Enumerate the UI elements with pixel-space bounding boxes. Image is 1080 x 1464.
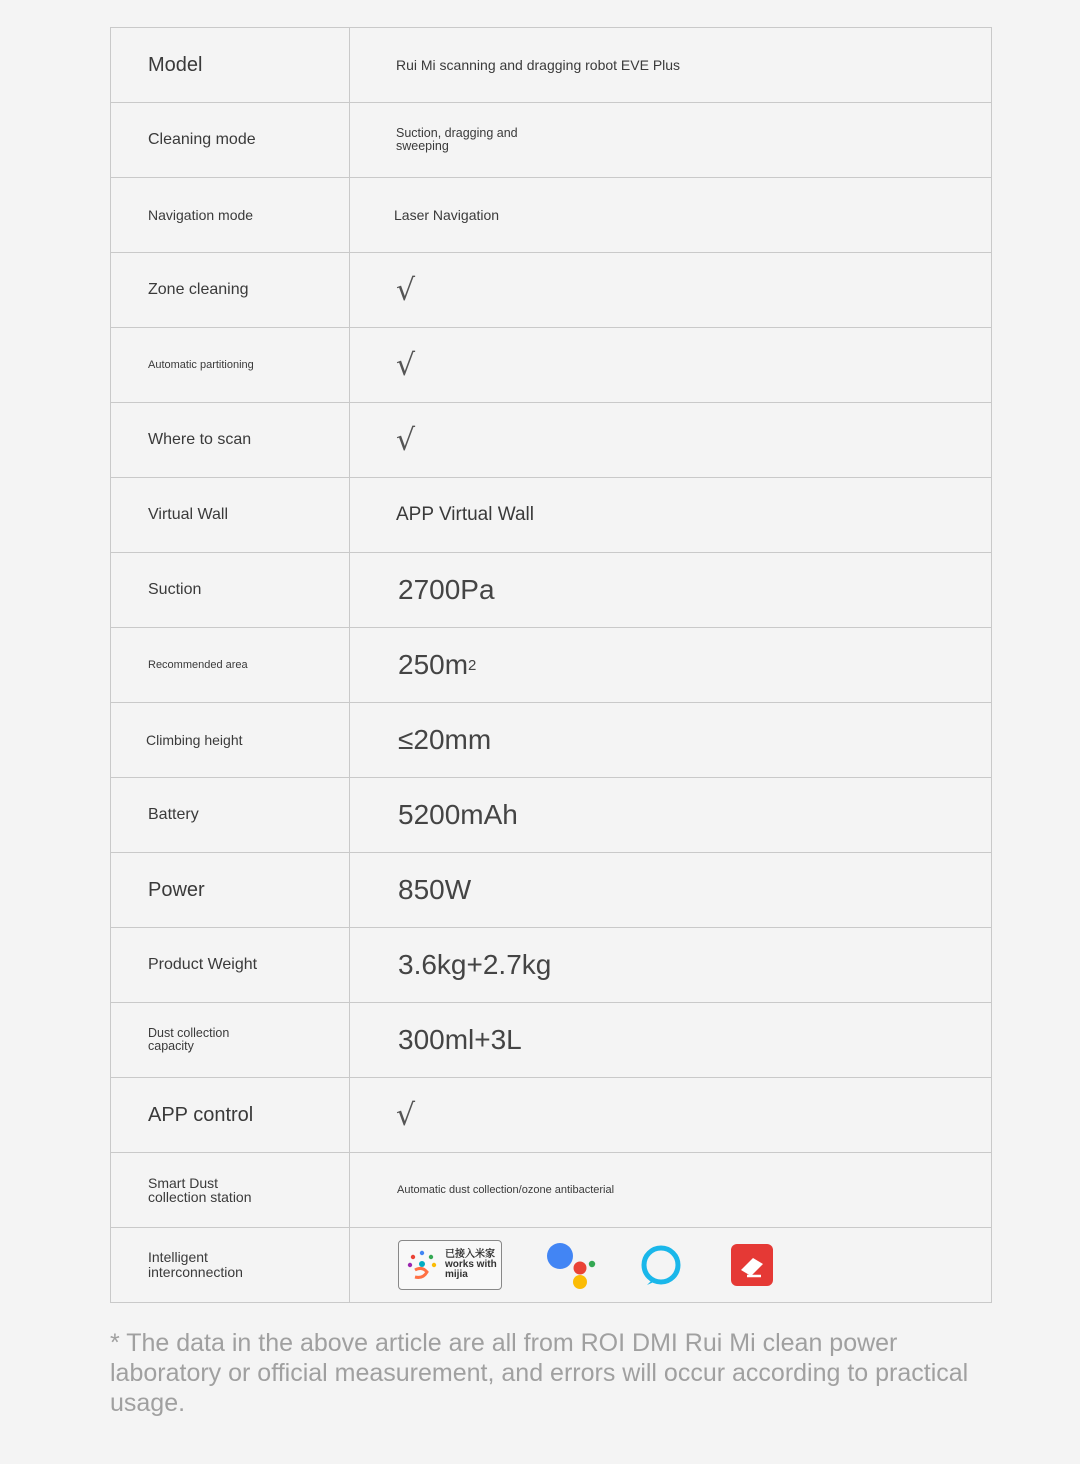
row-value [350, 628, 991, 702]
table-row [111, 853, 991, 928]
table-row [111, 628, 991, 703]
table-row [111, 1153, 991, 1228]
row-value: Automatic dust collection/ozone antibacterial [397, 1184, 615, 1196]
table-row [111, 178, 991, 253]
row-value: 300ml+3L [398, 1024, 522, 1055]
mijia-text-cn: 已接入米家 [445, 1249, 495, 1260]
table-row [111, 328, 991, 403]
table-row [111, 1228, 991, 1303]
checkmark-icon: √ [396, 1097, 416, 1133]
row-label: Intelligent interconnection [148, 1249, 243, 1280]
table-row [111, 103, 991, 178]
row-label: Cleaning mode [111, 103, 350, 177]
row-value-text: 250m [398, 649, 469, 680]
row-label: Automatic partitioning [111, 328, 350, 402]
row-value: 850W [398, 874, 472, 905]
row-value: APP Virtual Wall [396, 504, 534, 525]
table-row [111, 778, 991, 853]
row-value: 2700Pa [398, 574, 495, 605]
checkmark-icon: √ [396, 347, 416, 383]
table-row [111, 928, 991, 1003]
spec-table [110, 27, 992, 1303]
row-label: Power [111, 853, 350, 927]
table-row [111, 703, 991, 778]
row-label: Navigation mode [111, 178, 350, 252]
table-row [111, 553, 991, 628]
row-label: Recommended area [111, 628, 350, 702]
xiaoai-icon [730, 1244, 774, 1286]
google-assistant-icon [542, 1240, 602, 1290]
checkmark-icon: √ [396, 272, 416, 308]
row-value: ≤20mm [398, 724, 492, 755]
checkmark-icon: √ [396, 422, 416, 458]
table-row [111, 1003, 991, 1078]
row-label: Virtual Wall [111, 478, 350, 552]
mijia-text-en: works with [445, 1259, 497, 1270]
mijia-icon [398, 1240, 502, 1290]
row-label: APP control [111, 1078, 350, 1152]
row-value: Laser Navigation [394, 207, 500, 223]
table-row [111, 403, 991, 478]
row-label: Climbing height [111, 703, 350, 777]
row-value: Rui Mi scanning and dragging robot EVE Plus [396, 57, 681, 73]
alexa-icon [636, 1243, 686, 1287]
row-value: Suction, dragging and sweeping [396, 126, 518, 153]
mijia-logo-icon [405, 1248, 439, 1282]
row-label: Suction [111, 553, 350, 627]
row-value-superscript: 2 [468, 656, 477, 674]
table-row [111, 28, 991, 103]
table-row [111, 478, 991, 553]
row-label: Model [111, 28, 350, 102]
row-label: Smart Dust collection station [148, 1175, 252, 1205]
row-label: Product Weight [111, 928, 350, 1002]
table-row [111, 1078, 991, 1153]
row-value: 5200mAh [398, 799, 518, 830]
row-value: 3.6kg+2.7kg [398, 949, 552, 980]
mijia-brand: mijia [445, 1269, 468, 1280]
row-label: Zone cleaning [111, 253, 350, 327]
footnote: * The data in the above article are all from ROI DMI Rui Mi clean power laboratory or official measurement, and errors will occur according to practical usage. [110, 1329, 969, 1417]
integration-icons [398, 1240, 774, 1290]
row-label: Battery [111, 778, 350, 852]
row-label: Dust collection capacity [148, 1026, 230, 1053]
table-row [111, 253, 991, 328]
row-label: Where to scan [111, 403, 350, 477]
